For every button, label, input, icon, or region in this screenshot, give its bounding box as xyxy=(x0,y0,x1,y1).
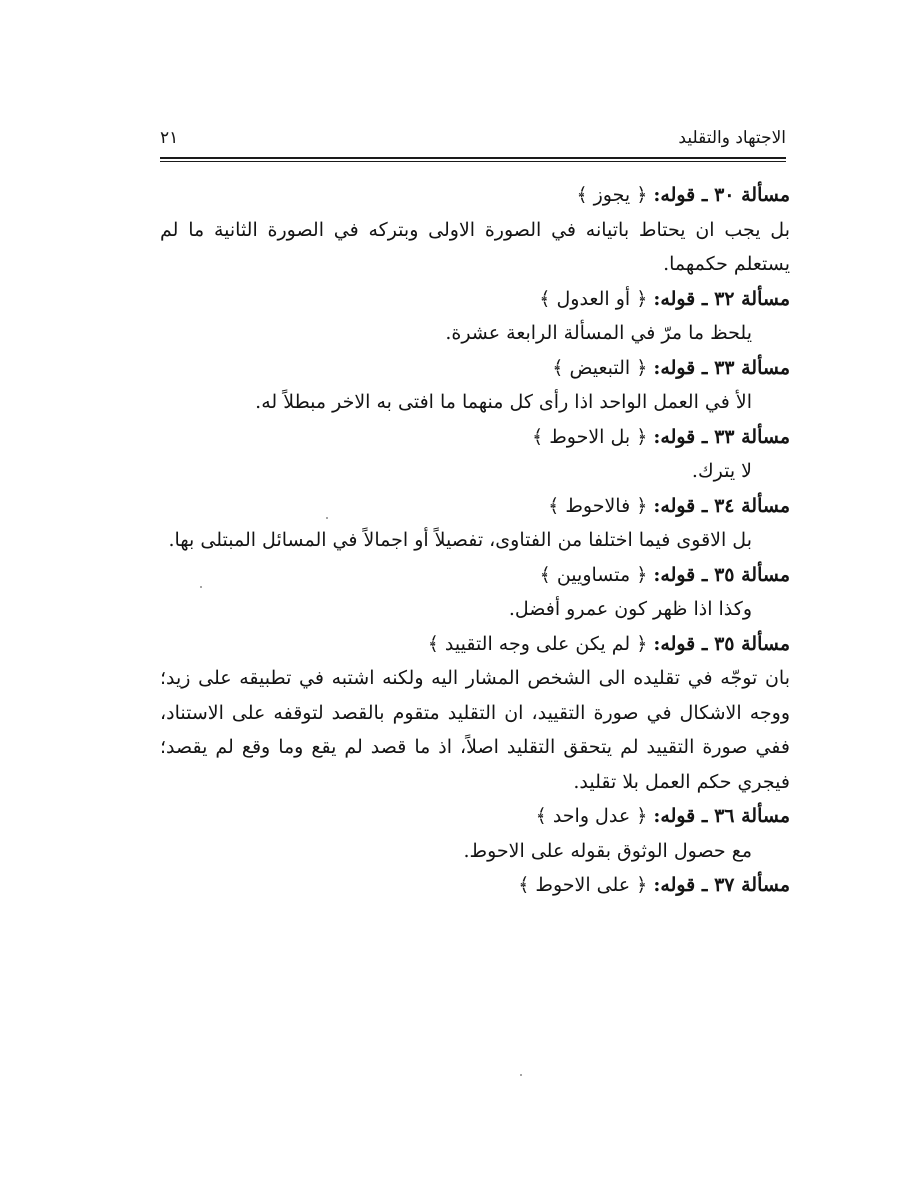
entry-text: يلحظ ما مرّ في المسألة الرابعة عشرة. xyxy=(445,322,752,344)
entry-label: مسألة ٣٥ ـ قوله: xyxy=(653,563,790,586)
entry-32 xyxy=(160,282,790,351)
quoted-term: ﴿ لم يكن على وجه التقييد ﴾ xyxy=(427,632,648,655)
entry-30 xyxy=(160,178,790,282)
entry-heading xyxy=(160,868,790,903)
entry-heading xyxy=(160,282,790,317)
scan-speck xyxy=(200,586,202,588)
entry-label: مسألة ٣٠ ـ قوله: xyxy=(653,184,790,206)
quoted-term: ﴿ يجوز ﴾ xyxy=(576,184,648,206)
quoted-term: ﴿ عدل واحد ﴾ xyxy=(535,805,648,827)
entry-34 xyxy=(160,489,790,558)
entry-text: بل الاقوى فيما اختلفا من الفتاوى، تفصيلاً أو اجمالاً في المسائل المبتلى بها. xyxy=(168,529,752,551)
quoted-term: ﴿ بل الاحوط ﴾ xyxy=(532,425,648,448)
quoted-term: ﴿ فالاحوط ﴾ xyxy=(548,494,648,517)
scan-speck xyxy=(326,517,328,519)
entry-text: لا يترك. xyxy=(691,460,752,482)
page-body xyxy=(160,178,790,903)
running-header xyxy=(160,128,786,154)
page-number: ٢١ xyxy=(160,128,179,148)
entry-text: الأ في العمل الواحد اذا رأى كل منهما ما افتى به الاخر مبطلاً له. xyxy=(255,391,752,413)
entry-heading xyxy=(160,351,790,386)
quoted-term: ﴿ على الاحوط ﴾ xyxy=(518,874,648,896)
entry-35a xyxy=(160,558,790,627)
header-rule-thick xyxy=(160,157,786,159)
entry-heading xyxy=(160,178,790,213)
header-title: الاجتهاد والتقليد xyxy=(678,128,786,148)
entry-heading xyxy=(160,420,790,455)
entry-heading xyxy=(160,489,790,524)
quoted-term: ﴿ متساويين ﴾ xyxy=(539,563,648,586)
entry-label: مسألة ٣٣ ـ قوله: xyxy=(653,356,790,379)
entry-label: مسألة ٣٥ ـ قوله: xyxy=(653,632,790,655)
entry-label: مسألة ٣٤ ـ قوله: xyxy=(653,494,790,517)
scan-speck xyxy=(520,1074,522,1076)
entry-33b xyxy=(160,420,790,489)
entry-label: مسألة ٣٧ ـ قوله: xyxy=(653,874,790,896)
entry-33a xyxy=(160,351,790,420)
entry-text: بان توجّه في تقليده الى الشخص المشار اليه ولكنه اشتبه في تطبيقه على زيد؛ ووجه الاشكال في صورة التقييد، ان التقليد متقوم بالقصد لتوقفه على الاستناد، ففي صورة التقييد لم يتحقق التقليد اصلاً، اذ ما قصد لم يقع وما وقع لم يقصد؛ فيجري حكم العمل بلا تقليد. xyxy=(160,667,790,793)
entry-36 xyxy=(160,799,790,868)
entry-label: مسألة ٣٢ ـ قوله: xyxy=(653,287,790,310)
entry-heading xyxy=(160,558,790,593)
entry-37 xyxy=(160,868,790,903)
entry-35b xyxy=(160,627,790,800)
entry-heading xyxy=(160,799,790,834)
entry-heading xyxy=(160,627,790,662)
entry-label: مسألة ٣٣ ـ قوله: xyxy=(653,425,790,448)
quoted-term: ﴿ أو العدول ﴾ xyxy=(539,287,648,310)
entry-text: وكذا اذا ظهر كون عمرو أفضل. xyxy=(508,598,752,620)
entry-text: بل يجب ان يحتاط باتيانه في الصورة الاولى وبتركه في الصورة الثانية ما لم يستعلم حكمهما. xyxy=(160,218,790,275)
entry-label: مسألة ٣٦ ـ قوله: xyxy=(653,805,790,827)
header-rule-thin xyxy=(160,161,786,162)
entry-text: مع حصول الوثوق بقوله على الاحوط. xyxy=(463,839,752,862)
quoted-term: ﴿ التبعيض ﴾ xyxy=(552,356,648,379)
